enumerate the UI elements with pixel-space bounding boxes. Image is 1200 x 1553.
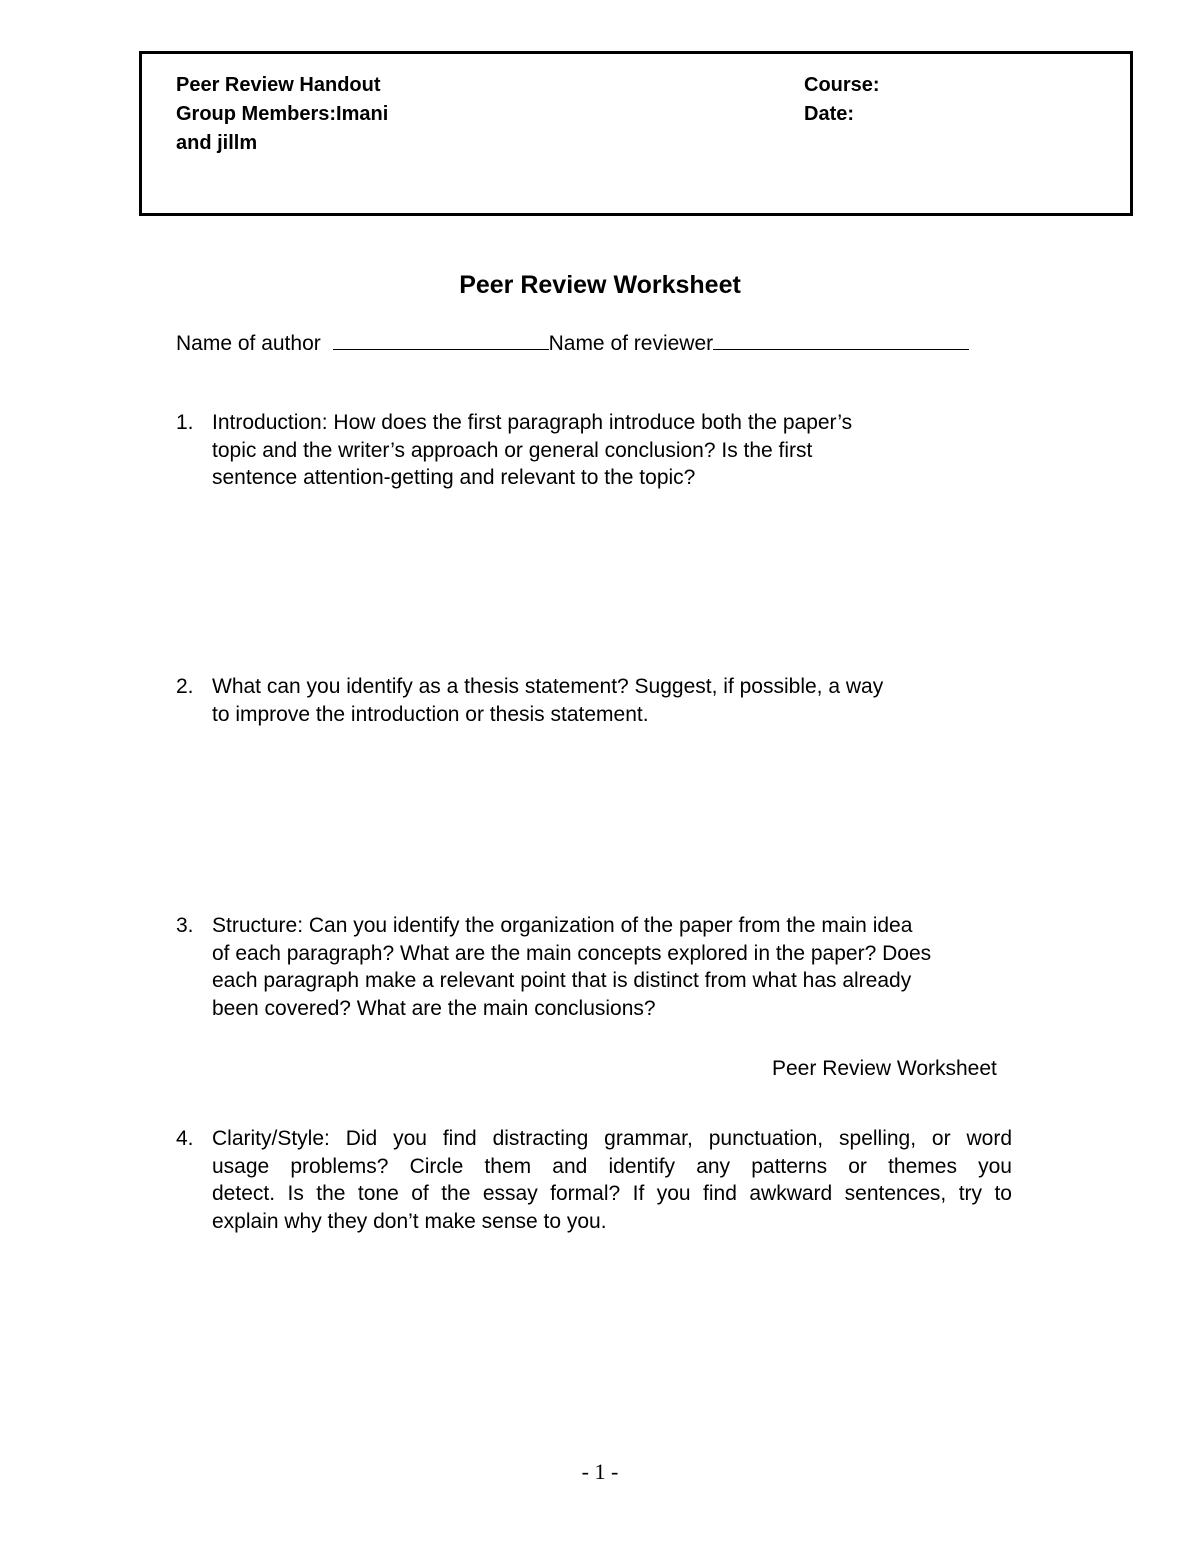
reviewer-blank[interactable] [713, 327, 969, 350]
course-label: Course: [804, 74, 880, 96]
header-left-block [176, 71, 388, 158]
question-line: each paragraph make a relevant point that is distinct from what has already [212, 969, 912, 992]
group-members-continued: and jillm [176, 132, 258, 154]
question-line: Introduction: How does the first paragraph introduce both the paper’s [212, 411, 853, 434]
question-number: 1. [176, 411, 194, 434]
author-label: Name of author [176, 332, 327, 355]
worksheet-title: Peer Review Worksheet [459, 271, 741, 299]
question-text [212, 1125, 1012, 1235]
page-number: - 1 - [581, 1459, 619, 1484]
date-label: Date: [804, 103, 855, 125]
question-line: What can you identify as a thesis statement? Suggest, if possible, a way [212, 675, 884, 698]
question-line: to improve the introduction or thesis statement. [212, 702, 649, 726]
question-line: Clarity/Style: Did you find distracting grammar, punctuation, spelling, or word [212, 1127, 1012, 1150]
question-line: explain why they don’t make sense to you. [212, 1209, 607, 1233]
reviewer-label: Name of reviewer [548, 332, 714, 355]
running-head: Peer Review Worksheet [772, 1057, 997, 1080]
group-members-label: Group Members:Imani [176, 103, 389, 125]
question-line: been covered? What are the main conclusions? [212, 996, 656, 1020]
question-line: detect. Is the tone of the essay formal? If you find awkward sentences, try to [212, 1182, 1012, 1205]
question-line: of each paragraph? What are the main concepts explored in the paper? Does [212, 941, 932, 965]
question-number: 4. [176, 1127, 194, 1150]
question-text [212, 409, 1012, 492]
header-right-block [804, 71, 880, 129]
question-line: topic and the writer’s approach or general conclusion? Is the first [212, 438, 813, 462]
question-line: Structure: Can you identify the organization of the paper from the main idea [212, 914, 913, 937]
question-number: 2. [176, 675, 194, 698]
names-line [176, 327, 969, 359]
question-line: sentence attention-getting and relevant to the topic? [212, 466, 696, 489]
question-text [212, 673, 1012, 728]
question-line: usage problems? Circle them and identify any patterns or themes you [212, 1154, 1012, 1178]
handout-label: Peer Review Handout [176, 74, 381, 96]
question-number: 3. [176, 914, 194, 937]
question-text [212, 912, 1012, 1022]
author-blank[interactable] [333, 327, 549, 350]
